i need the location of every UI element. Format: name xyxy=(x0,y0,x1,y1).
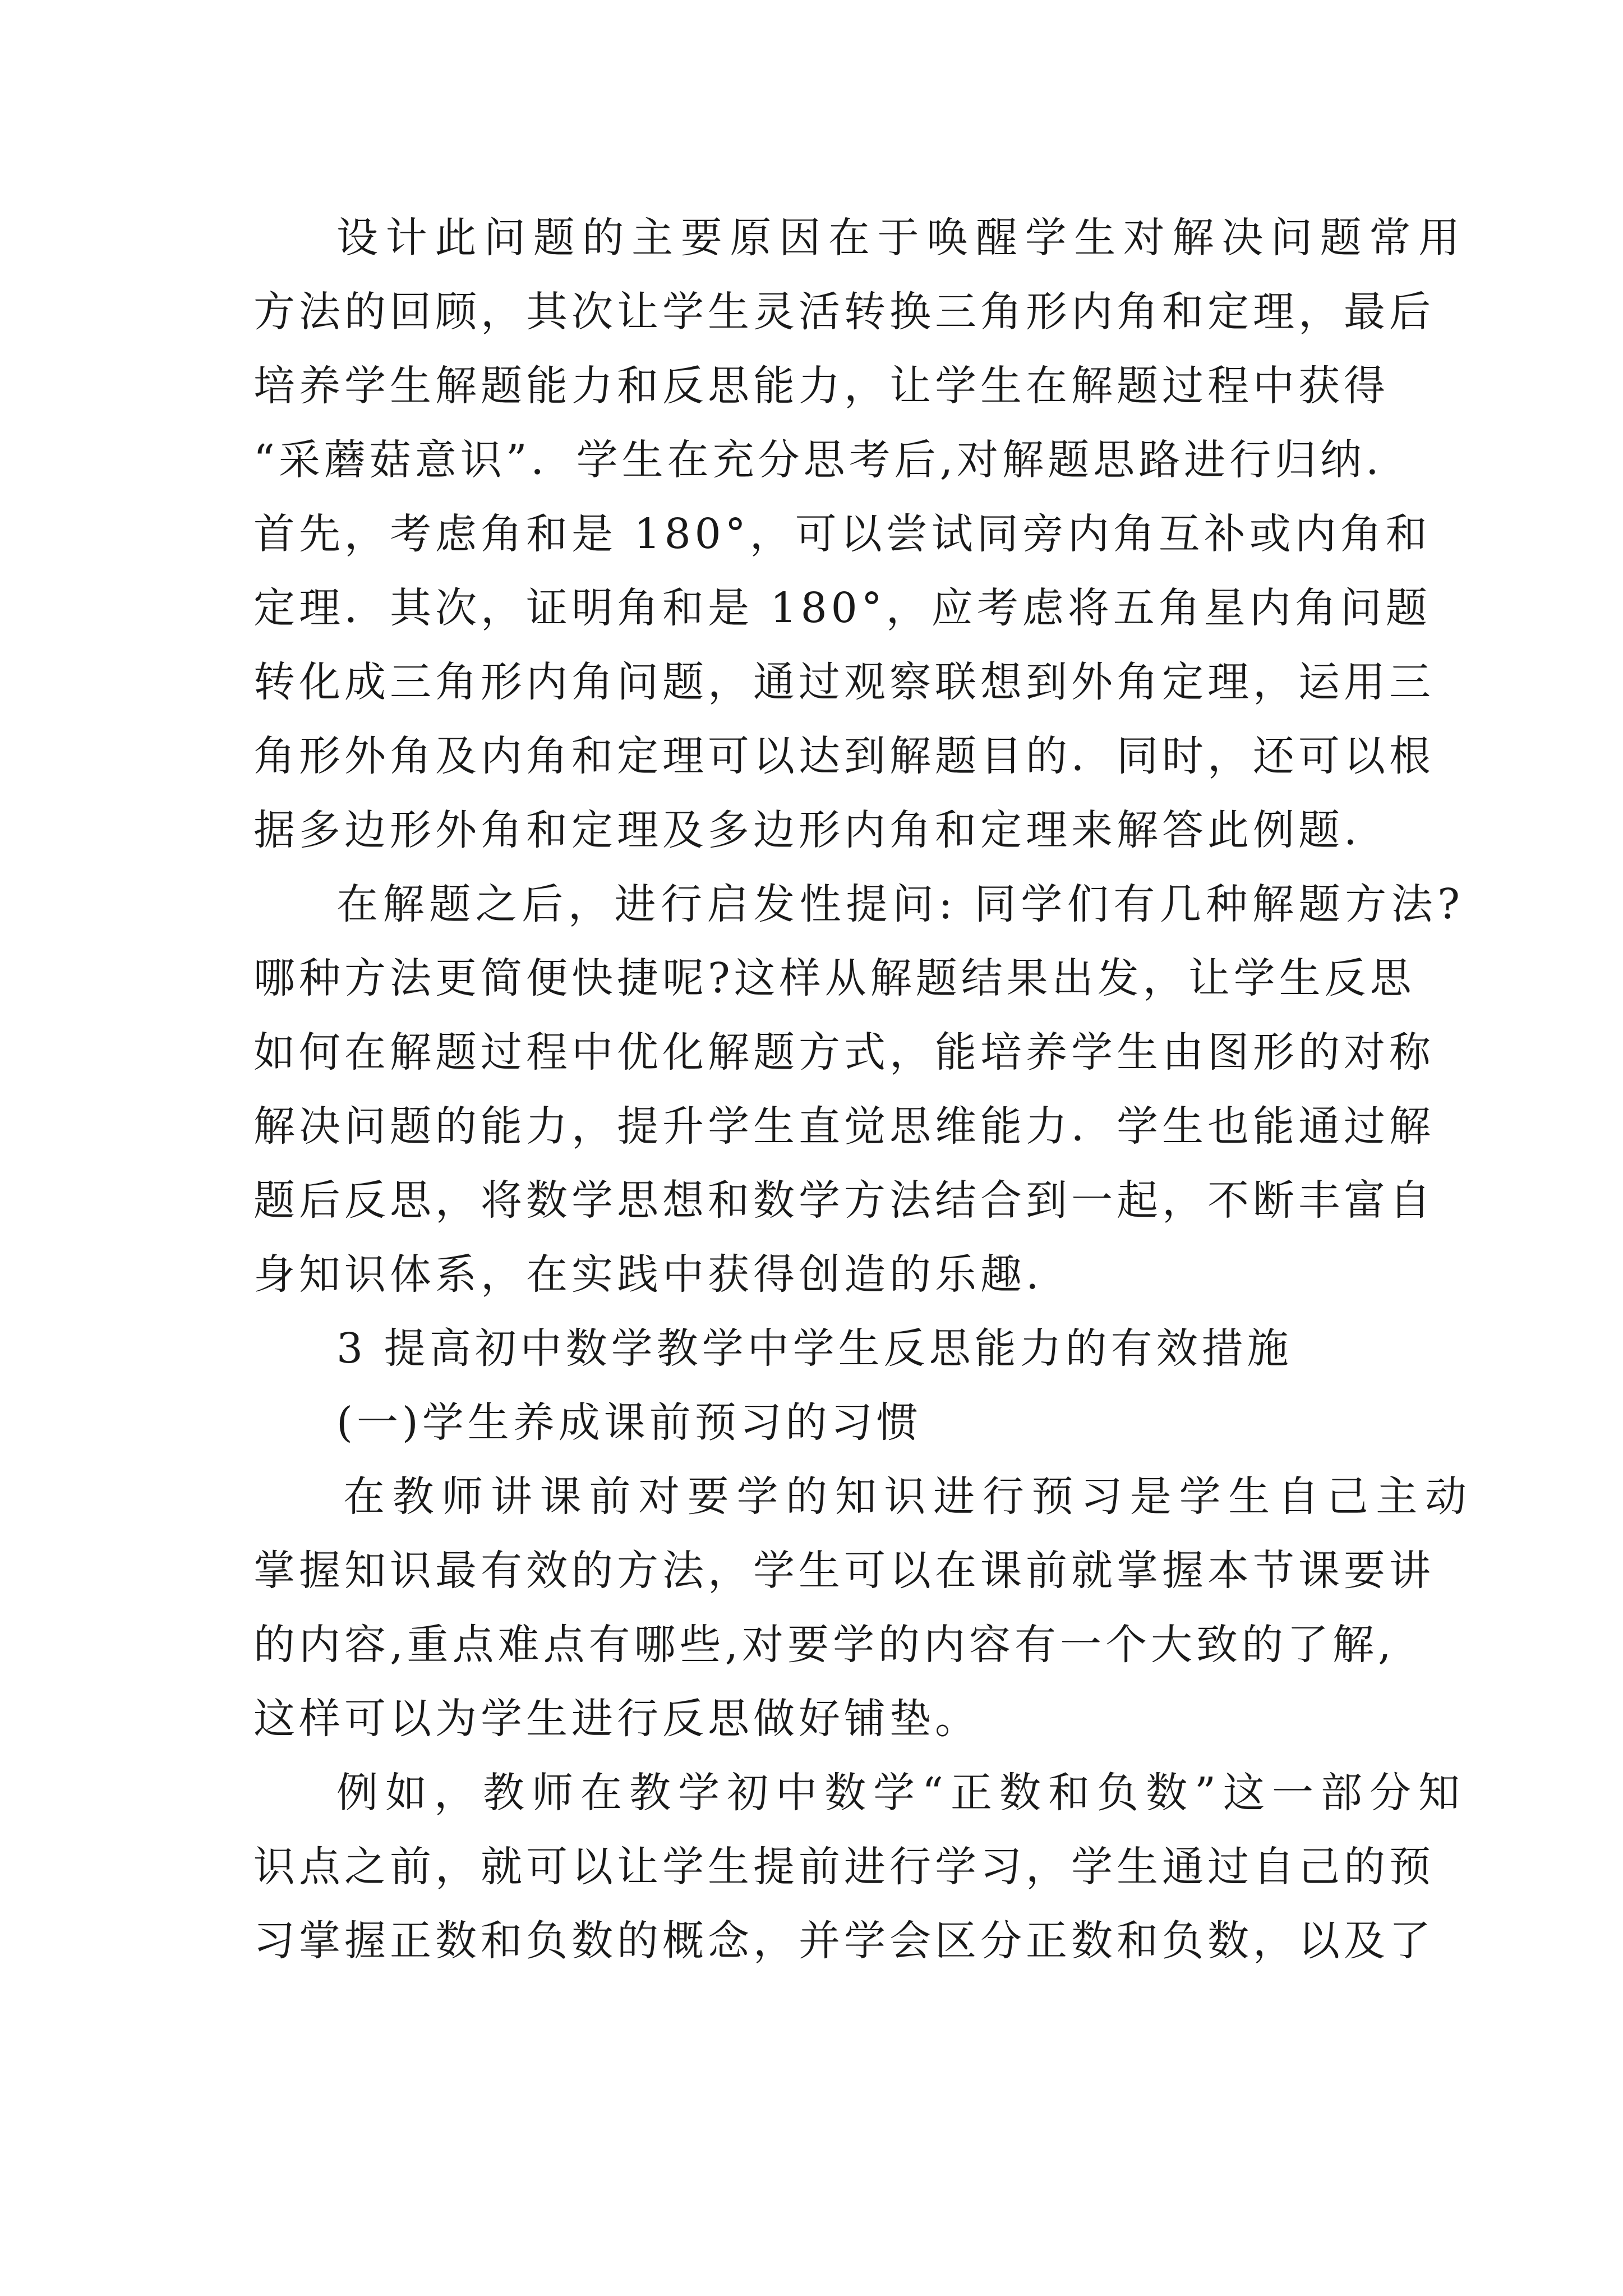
paragraph-1-line: 首先，考虑角和是 180°，可以尝试同旁内角互补或内角和 xyxy=(253,510,1431,558)
paragraph-3-line: 掌握知识最有效的方法，学生可以在课前就掌握本节课要讲 xyxy=(253,1547,1435,1595)
paragraph-4-line: 例如，教师在教学初中数学“正数和负数”这一部分知 xyxy=(336,1769,1464,1817)
paragraph-4-line: 识点之前，就可以让学生提前进行学习，学生通过自己的预 xyxy=(253,1843,1435,1891)
paragraph-3-line: 的内容,重点难点有哪些,对要学的内容有一个大致的了解, xyxy=(253,1621,1395,1669)
paragraph-1-line: 定理．其次，证明角和是 180°，应考虑将五角星内角问题 xyxy=(253,584,1431,632)
paragraph-1-line: 据多边形外角和定理及多边形内角和定理来解答此例题. xyxy=(253,806,1361,854)
paragraph-1-line: “采蘑菇意识”．学生在充分思考后,对解题思路进行归纳. xyxy=(253,436,1383,484)
paragraph-3-line: 这样可以为学生进行反思做好铺垫。 xyxy=(253,1695,980,1743)
paragraph-4-line: 习掌握正数和负数的概念，并学会区分正数和负数，以及了 xyxy=(253,1917,1435,1965)
paragraph-3-line: 在教师讲课前对要学的知识进行预习是学生自己主动 xyxy=(343,1473,1470,1521)
paragraph-2-line: 哪种方法更简便快捷呢?这样从解题结果出发，让学生反思 xyxy=(253,954,1415,1002)
paragraph-2-line: 身知识体系，在实践中获得创造的乐趣. xyxy=(253,1250,1043,1299)
section-heading: 3 提高初中数学教学中学生反思能力的有效措施 xyxy=(336,1324,1293,1373)
paragraph-2-line: 如何在解题过程中优化解题方式，能培养学生由图形的对称 xyxy=(253,1028,1435,1076)
paragraph-2-line: 解决问题的能力，提升学生直觉思维能力．学生也能通过解 xyxy=(253,1102,1435,1151)
section-subheading: (一)学生养成课前预习的习惯 xyxy=(336,1398,922,1447)
paragraph-1-line: 设计此问题的主要原因在于唤醒学生对解决问题常用 xyxy=(336,214,1464,262)
paragraph-1-line: 转化成三角形内角问题，通过观察联想到外角定理，运用三 xyxy=(253,658,1435,706)
paragraph-1-line: 培养学生解题能力和反思能力，让学生在解题过程中获得 xyxy=(253,362,1389,410)
paragraph-2-line: 在解题之后，进行启发性提问: 同学们有几种解题方法? xyxy=(336,880,1464,928)
paragraph-2-line: 题后反思，将数学思想和数学方法结合到一起，不断丰富自 xyxy=(253,1176,1435,1225)
paragraph-1-line: 角形外角及内角和定理可以达到解题目的．同时，还可以根 xyxy=(253,732,1435,780)
paragraph-1-line: 方法的回顾，其次让学生灵活转换三角形内角和定理，最后 xyxy=(253,288,1435,336)
